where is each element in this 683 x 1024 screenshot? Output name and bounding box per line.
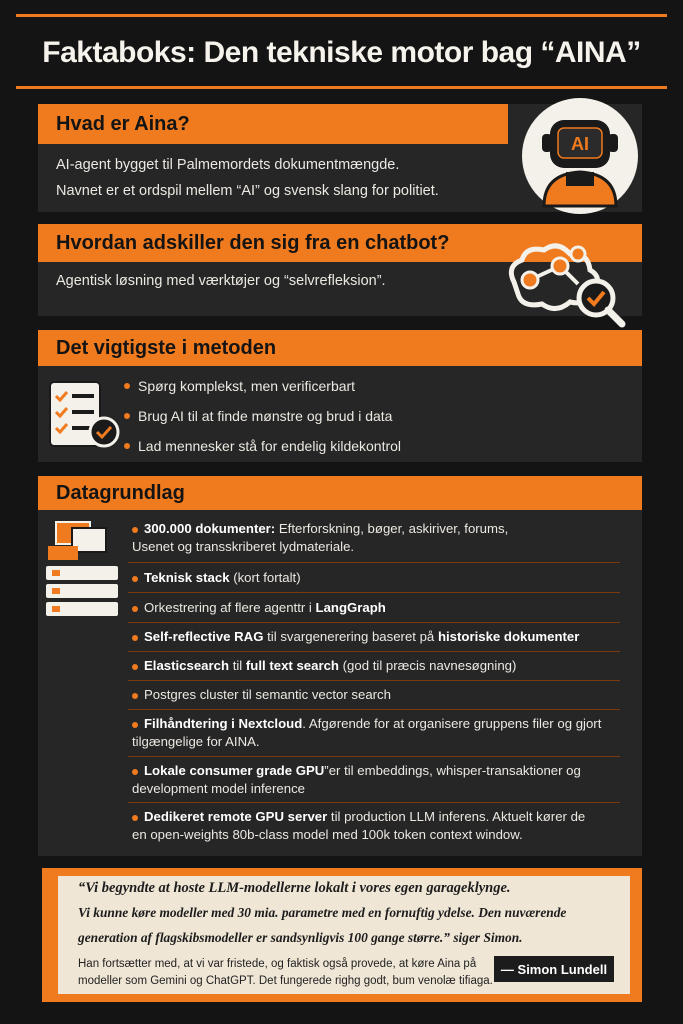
data-item-elasticsearch-text-2: (god til præcis navnesøgning)	[339, 658, 517, 673]
checklist-icon	[48, 376, 120, 450]
data-item-local-gpu-text: ”er til embeddings, whisper-transaktioner og	[324, 763, 581, 778]
method-bullet-3	[124, 438, 401, 454]
bullet-dot-icon	[132, 606, 138, 612]
data-item-elasticsearch-bold-2: full text search	[245, 658, 339, 673]
divider	[128, 680, 620, 681]
quote-small-line-2: modeller som Gemini og ChatGPT. Det fungerede righg godt, bum venolæ tifiaga.	[78, 975, 493, 987]
data-item-nextcloud	[132, 715, 612, 751]
server-stack-icon	[42, 518, 122, 622]
data-item-elasticsearch-text: til	[229, 658, 246, 673]
data-item-elasticsearch	[132, 657, 612, 675]
data-item-rag-bold: Self-reflective RAG	[144, 629, 264, 644]
data-item-local-gpu	[132, 762, 612, 798]
data-item-documents-text-2: Usenet og transskriberet lydmateriale.	[132, 539, 355, 554]
data-item-postgres-text: Postgres cluster til semantic vector search	[144, 687, 391, 702]
data-item-remote-gpu-text-2: en open-weights 80b-class model med 100k token context window.	[132, 827, 523, 842]
data-item-documents-text: Efterforskning, bøger, askiriver, forums,	[275, 521, 509, 536]
divider	[128, 802, 620, 803]
quote-signature: — Simon Lundell	[494, 956, 614, 982]
data-item-remote-gpu	[132, 808, 612, 844]
divider	[128, 592, 620, 593]
data-item-local-gpu-bold: Lokale consumer grade GPU	[144, 763, 325, 778]
robot-icon-label: AI	[571, 134, 589, 154]
data-item-elasticsearch-bold: Elasticsearch	[144, 658, 230, 673]
data-item-local-gpu-text-2: development model inference	[132, 781, 306, 796]
data-item-stack-bold: Teknisk stack	[144, 570, 230, 585]
bullet-dot-icon	[132, 815, 138, 821]
section-aina-line-1: AI-agent bygget til Palmemordets dokumentmængde.	[56, 157, 400, 173]
bullet-dot-icon	[132, 576, 138, 582]
bullet-dot-icon	[124, 383, 130, 389]
data-item-nextcloud-bold: Filhåndtering i Nextcloud	[144, 716, 303, 731]
data-item-langgraph	[132, 599, 612, 617]
data-item-rag-text: til svargenerering baseret på	[263, 629, 438, 644]
method-bullet-1	[124, 378, 355, 394]
quote-line-3: generation af flagskibsmodeller er sandsynligvis 100 gange større.” siger Simon.	[78, 930, 523, 945]
section-aina-line-2: Navnet er et ordspil mellem “AI” og svensk slang for politiet.	[56, 183, 439, 199]
data-item-nextcloud-text: . Afgørende for at organisere gruppens filer og gjort	[302, 716, 602, 731]
data-item-rag	[132, 628, 612, 646]
data-item-documents	[132, 520, 612, 556]
bullet-dot-icon	[132, 664, 138, 670]
section-aina-heading: Hvad er Aina?	[38, 104, 508, 144]
method-bullet-3-text: Lad mennesker stå for endelig kildekontrol	[138, 438, 402, 454]
quote-line-1: “Vi begyndte at hoste LLM-modellerne lokalt i vores egen garageklynge.	[78, 880, 511, 896]
bullet-dot-icon	[124, 443, 130, 449]
data-item-nextcloud-text-2: tilgængelige for AINA.	[132, 734, 260, 749]
section-chatbot-line-1: Agentisk løsning med værktøjer og “selvrefleksion”.	[56, 273, 386, 289]
quote-line-2: Vi kunne køre modeller med 30 mia. parametre med en fornuftig ydelse. Den nuværende	[78, 905, 567, 920]
method-bullet-2-text: Brug AI til at finde mønstre og brud i data	[138, 408, 393, 424]
data-item-postgres	[132, 686, 612, 704]
bullet-dot-icon	[132, 693, 138, 699]
page-title: Faktaboks: Den tekniske motor bag “AINA”	[42, 36, 641, 69]
robot-icon	[520, 96, 640, 216]
data-item-stack-text: (kort fortalt)	[229, 570, 301, 585]
data-item-langgraph-text: Orkestrering af flere agenttr i	[144, 600, 316, 615]
data-item-langgraph-bold: LangGraph	[315, 600, 386, 615]
divider	[128, 651, 620, 652]
divider	[128, 709, 620, 710]
bullet-dot-icon	[132, 527, 138, 533]
bullet-dot-icon	[124, 413, 130, 419]
section-method-heading: Det vigtigste i metoden	[38, 330, 642, 366]
data-item-rag-bold-2: historiske dokumenter	[437, 629, 580, 644]
data-item-remote-gpu-text: til production LLM inferens. Aktuelt kører de	[327, 809, 586, 824]
divider	[128, 622, 620, 623]
network-search-icon	[500, 236, 640, 328]
bullet-dot-icon	[132, 722, 138, 728]
method-bullet-1-text: Spørg komplekst, men verificerbart	[138, 378, 356, 394]
data-item-documents-bold: 300.000 dokumenter:	[144, 521, 276, 536]
bullet-dot-icon	[132, 635, 138, 641]
data-item-remote-gpu-bold: Dedikeret remote GPU server	[144, 809, 328, 824]
divider	[128, 756, 620, 757]
section-chatbot-heading: Hvordan adskiller den sig fra en chatbot?	[38, 224, 642, 262]
bullet-dot-icon	[132, 769, 138, 775]
top-rule	[16, 14, 667, 17]
method-bullet-2	[124, 408, 392, 424]
quote-small-line-1: Han fortsætter med, at vi var fristede, og faktisk også provede, at køre Aina på	[78, 958, 477, 970]
divider	[128, 562, 620, 563]
title-rule	[16, 86, 667, 89]
data-item-stack	[132, 569, 612, 587]
section-data-heading: Datagrundlag	[38, 476, 642, 510]
